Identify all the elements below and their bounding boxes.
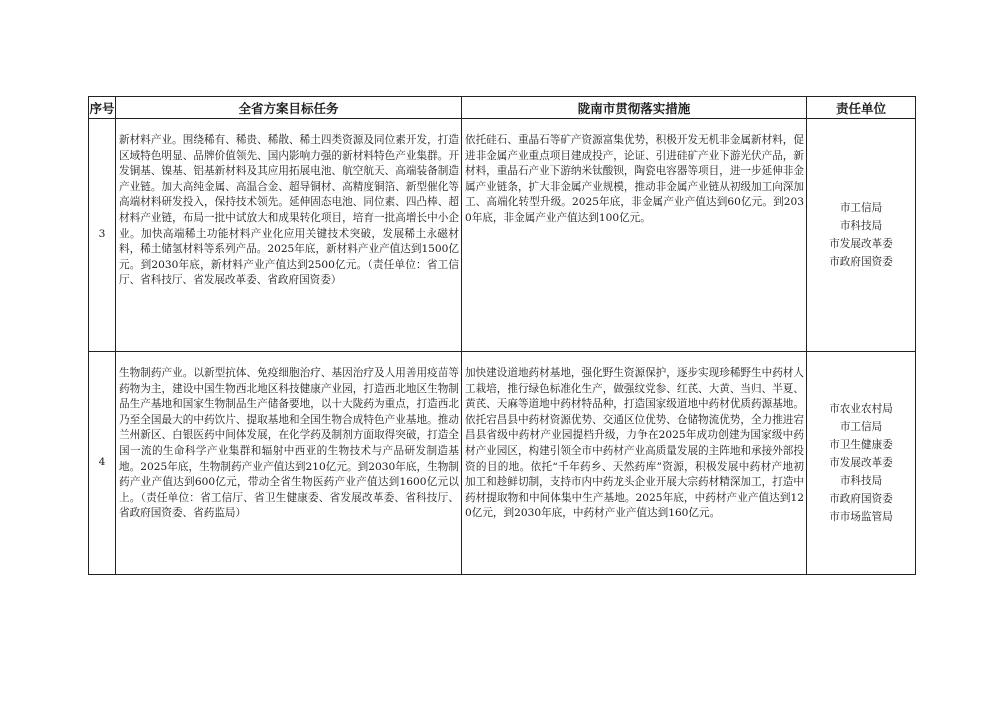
responsible-unit: 市卫生健康委 <box>829 439 893 451</box>
responsible-unit: 市发展改革委 <box>829 457 893 469</box>
responsible-unit: 市市场监管局 <box>829 511 893 523</box>
row-task: 新材料产业。围绕稀有、稀贵、稀散、稀土四类资源及同位素开发，打造区域特色明显、品牌价值领先、国内影响力强的新材料特色产业集群。开发铜基、镍基、铝基新材料及其应用拓展电池、航空航天、高端装备制造产业链。加大高纯金属、高温合金、超导铜材、高精度铜箔、新型催化等高端材料研发投入，保持技术领先。延伸固态电池、同位素、四凸棒、超材料产业链，布局一批中试放大和成果转化项目，培育一批高增长中小企业。加快高端稀土功能材料产业化应用关键技术突破，发展稀土永磁材料，稀土储氢材料等系列产品。2025年底，新材料产业产值达到1500亿元。到2030年底，新材料产业产值达到2500亿元。（责任单位：省工信厅、省科技厅、省发展改革委、省政府国资委） <box>116 119 462 352</box>
responsible-unit: 市科技局 <box>839 475 883 487</box>
table-row <box>89 119 916 352</box>
responsible-unit: 市政府国资委 <box>829 493 893 505</box>
row-seq: 3 <box>89 119 116 352</box>
table-row <box>89 352 916 575</box>
header-task: 全省方案目标任务 <box>116 97 462 119</box>
responsible-unit: 市政府国资委 <box>829 256 893 268</box>
task-table <box>88 96 916 575</box>
row-seq: 4 <box>89 352 116 575</box>
row-responsible-units <box>807 119 916 352</box>
header-seq: 序号 <box>89 97 116 119</box>
row-task: 生物制药产业。以新型抗体、免疫细胞治疗、基因治疗及人用善用疫苗等药物为主，建设中国生物西北地区科技健康产业园，打造西北地区生物制品生产基地和国家生物制品生产储备要地，以十大陇药为重点，打造西北乃至全国最大的中药饮片、提取基地和全国生物合成特色产业基地。推动兰州新区、白银医药中间体发展，在化学药及制剂方面取得突破，打造全国一流的生命科学产业集群和辐射中西亚的生物技术与产品研发制造基地。2025年底，生物制药产业产值达到210亿元。到2030年底，生物制药产业产值达到600亿元，带动全省生物医药产业产值达到1600亿元以上。（责任单位：省工信厅、省卫生健康委、省发展改革委、省科技厅、省政府国资委、省药监局） <box>116 352 462 575</box>
responsible-unit: 市工信局 <box>839 202 883 214</box>
row-responsible-units <box>807 352 916 575</box>
row-measure: 加快建设道地药材基地，强化野生资源保护，逐步实现珍稀野生中药材人工栽培，推行绿色标准化生产，做强纹党参、红芪、大黄、当归、半夏、黄芪、天麻等道地中药材特品种，打造国家级道地中药材优质药源基地。依托宕昌县中药材资源优势、交通区位优势、仓储物流优势，全力推进宕昌县省级中药材产业园提档升级，力争在2025年成功创建为国家级中药材产业园区，构建引领全市中药材产业高质量发展的主阵地和承接外部投资的目的地。依托“千年药乡、天然药库”资源，积极发展中药材产地初加工和趁鲜切制，支持市内中药龙头企业开展大宗药材精深加工，打造中药材提取物和中间体集中生产基地。2025年底，中药材产业产值达到120亿元，到2030年底，中药材产业产值达到160亿元。 <box>462 352 807 575</box>
responsible-unit: 市农业农村局 <box>829 403 893 415</box>
table-header-row <box>89 97 916 119</box>
responsible-unit: 市科技局 <box>839 220 883 232</box>
responsible-unit: 市发展改革委 <box>829 238 893 250</box>
row-measure: 依托硅石、重晶石等矿产资源富集优势，积极开发无机非金属新材料，促进非金属产业重点项目建成投产，论证、引进硅矿产业下游光伏产品，新材料，重晶石产业下游纳米钛酸钡，陶瓷电容器等项目，进一步延伸非金属产业链条，扩大非金属产业规模，推动非金属产业链从初级加工向深加工、高端化转型升级。2025年底，非金属产业产值达到60亿元。到2030年底，非金属产业产值达到100亿元。 <box>462 119 807 352</box>
responsible-unit: 市工信局 <box>839 421 883 433</box>
header-unit: 责任单位 <box>807 97 916 119</box>
header-measure: 陇南市贯彻落实措施 <box>462 97 807 119</box>
